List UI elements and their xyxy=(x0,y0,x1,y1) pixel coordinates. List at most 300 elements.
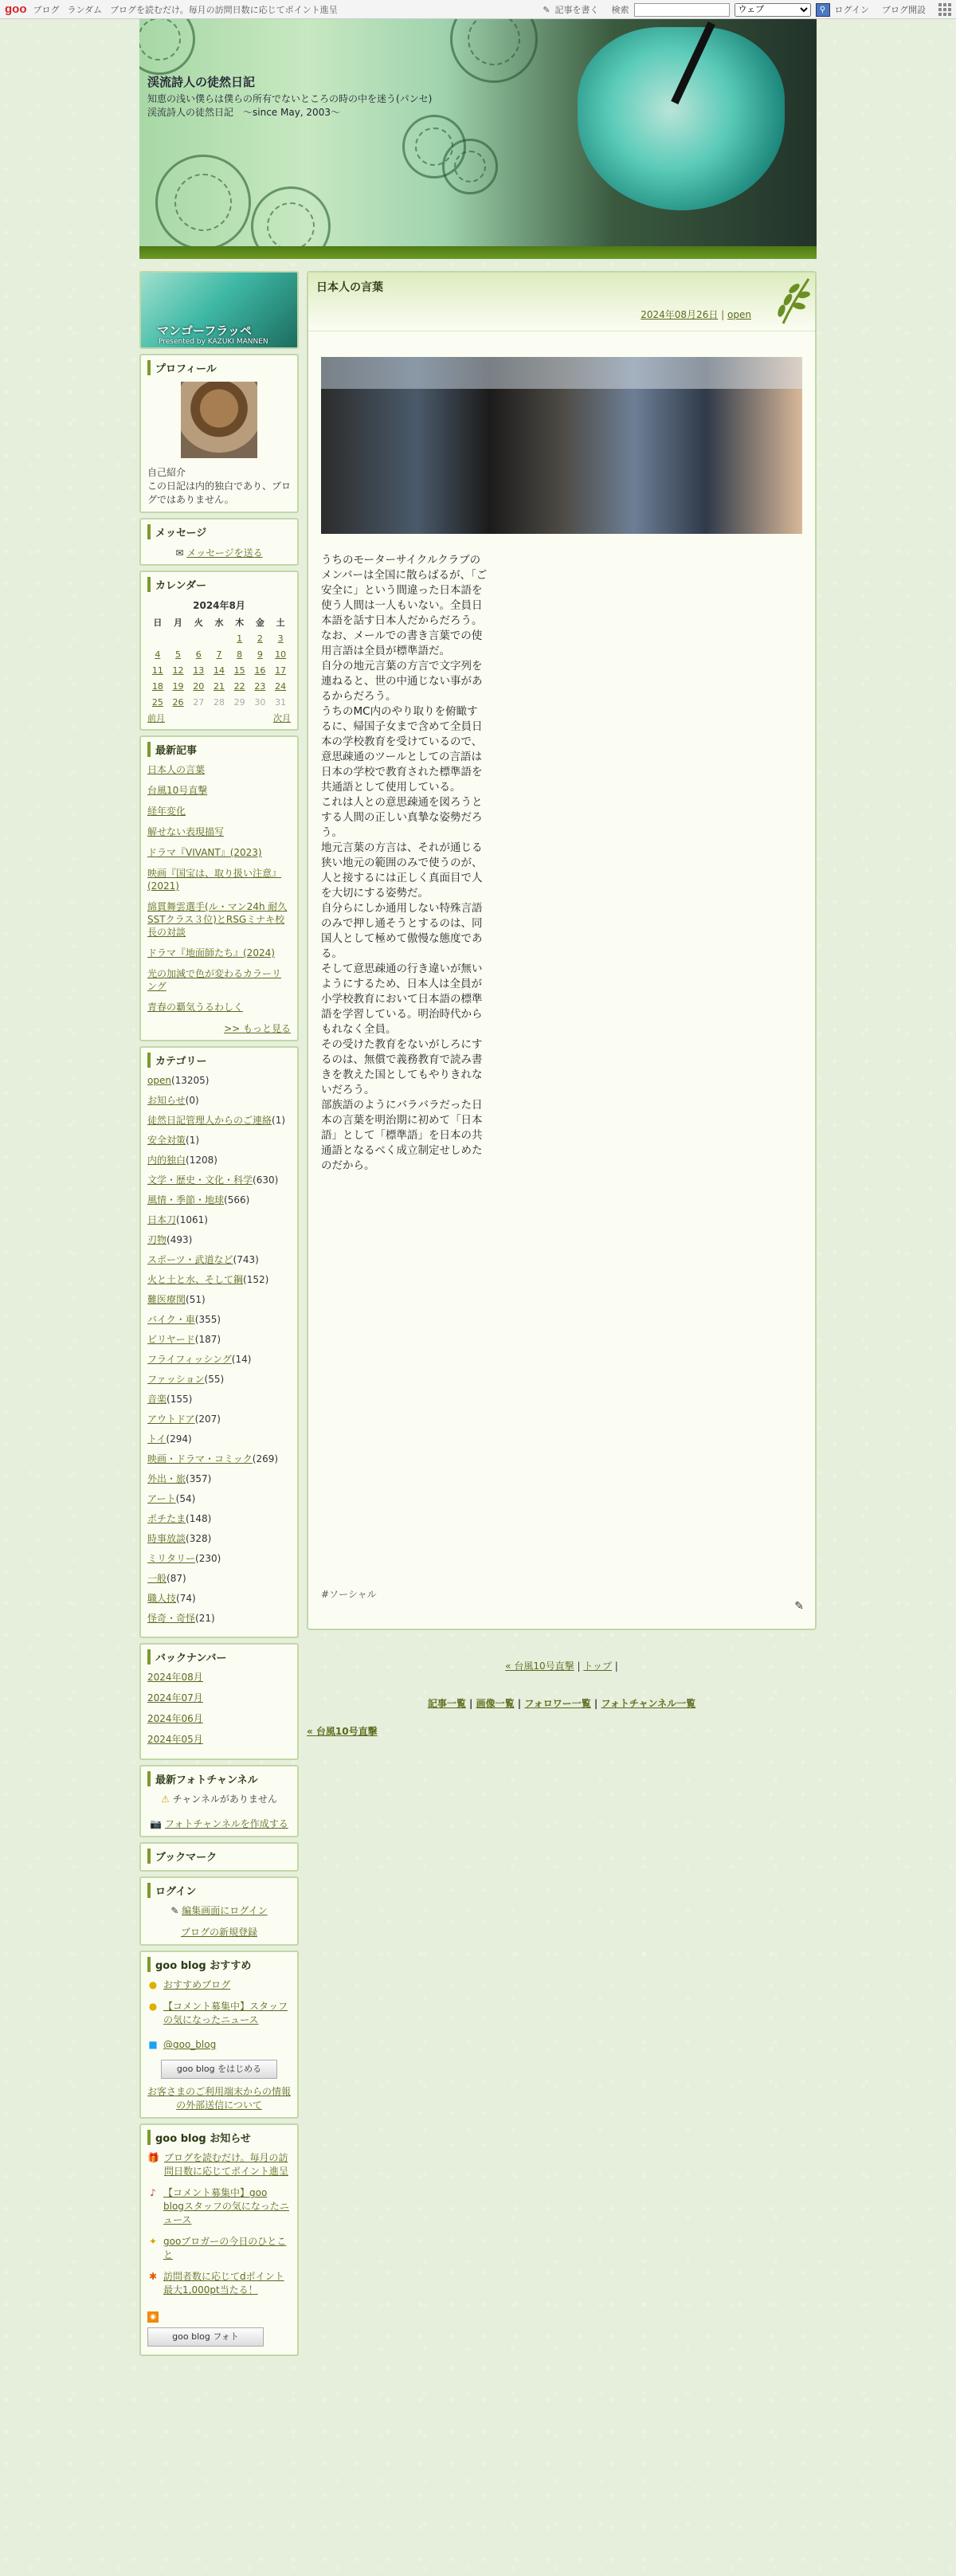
calendar-day[interactable] xyxy=(229,678,250,694)
category-count: (14) xyxy=(231,1354,252,1365)
news-link[interactable]: gooブロガーの今日のひとこと xyxy=(163,2236,287,2260)
calendar-day: 29 xyxy=(233,696,245,708)
image-list-link[interactable]: 画像一覧 xyxy=(476,1698,515,1709)
category-count: (1) xyxy=(186,1135,200,1146)
calendar-day[interactable] xyxy=(188,646,209,662)
list-item xyxy=(147,846,291,859)
category-link[interactable]: 日本刀 xyxy=(147,1214,177,1225)
category-link[interactable]: 文学・歴史・文化・科学 xyxy=(147,1174,253,1186)
calendar-day: 30 xyxy=(254,696,266,708)
calendar-day[interactable] xyxy=(209,646,229,662)
category-link[interactable]: 安全対策 xyxy=(147,1135,186,1146)
calendar-day[interactable] xyxy=(188,662,209,678)
list-item xyxy=(147,1353,291,1366)
gift-icon: 🎁 xyxy=(147,2152,159,2163)
blog-title[interactable]: 渓流詩人の徒然日記 xyxy=(147,75,256,89)
category-list xyxy=(147,1074,291,1625)
flower-ornament xyxy=(155,155,251,246)
more-link[interactable]: >> もっと見る xyxy=(224,1023,291,1034)
top-toolbar xyxy=(0,0,956,19)
login-card xyxy=(139,1876,299,1946)
list-item xyxy=(147,1253,291,1266)
category-count: (294) xyxy=(166,1433,192,1445)
edit-login-link[interactable]: 編集画面にログイン xyxy=(182,1905,268,1916)
calendar-day-link[interactable]: 25 xyxy=(151,696,163,708)
calendar-day-link[interactable]: 7 xyxy=(216,649,222,660)
backnumber-card xyxy=(139,1643,299,1760)
photochannel-card xyxy=(139,1765,299,1837)
main-content xyxy=(307,271,817,1737)
leaf-icon xyxy=(759,274,813,328)
calendar-month: 2024年8月 xyxy=(193,600,245,611)
backnumber-link[interactable]: 2024年05月 xyxy=(147,1734,203,1745)
message-card xyxy=(139,518,299,566)
recent-article-link[interactable]: ドラマ『地面師たち』(2024) xyxy=(147,947,275,959)
list-item xyxy=(147,1433,291,1445)
calendar-day-link[interactable]: 16 xyxy=(254,665,266,676)
category-link[interactable]: お知らせ xyxy=(147,1095,186,1106)
entry-paragraph: その受けた教育をないがしろにするのは、無償で義務教育で読み書きを教えた国としてもやりきれないだろう。 xyxy=(321,1038,483,1096)
list-item xyxy=(147,825,291,838)
calendar-day xyxy=(188,630,209,646)
category-count: (566) xyxy=(224,1194,250,1206)
recent-article-link[interactable]: 解せない表現描写 xyxy=(147,826,225,837)
category-link[interactable]: 刃物 xyxy=(147,1234,167,1245)
list-item xyxy=(147,967,291,993)
bulb-icon: ● xyxy=(148,2001,158,2012)
calendar-day[interactable] xyxy=(250,662,271,678)
calendar-day-link[interactable]: 20 xyxy=(193,680,205,692)
recent-article-link[interactable]: 青春の覇気うるわしく xyxy=(147,1002,244,1013)
calendar-day-link[interactable]: 12 xyxy=(172,665,184,676)
entry-title[interactable]: 日本人の言葉 xyxy=(316,281,383,294)
banner-text: マンゴーフラッペ xyxy=(157,323,252,338)
category-link[interactable]: アート xyxy=(147,1493,176,1504)
profile-intro-label: 自己紹介 xyxy=(147,467,186,478)
photochannel-list-link[interactable]: フォトチャンネル一覧 xyxy=(601,1698,696,1709)
list-item xyxy=(147,1612,291,1625)
category-count: (13205) xyxy=(170,1075,210,1086)
blog-header xyxy=(139,19,817,246)
category-link[interactable]: アウトドア xyxy=(147,1413,195,1425)
category-link[interactable]: トイ xyxy=(147,1433,167,1445)
category-count: (0) xyxy=(185,1095,199,1106)
list-item xyxy=(147,1712,291,1725)
category-link[interactable]: フライフィッシング xyxy=(147,1354,232,1365)
sparkle-icon: ✦ xyxy=(148,2236,158,2247)
category-link[interactable]: 映画・ドラマ・コミック xyxy=(147,1453,253,1464)
write-article-link[interactable]: 記事を書く xyxy=(554,5,599,15)
search-button[interactable] xyxy=(816,3,830,17)
category-count: (743) xyxy=(233,1254,259,1265)
category-count: (493) xyxy=(167,1234,193,1245)
flower-ornament xyxy=(450,19,538,83)
list-item xyxy=(147,1174,291,1186)
warning-icon: ⚠ xyxy=(161,1794,170,1805)
blog-description: 知恵の浅い僕らは僕らの所有でないところの時の中を迷う(パンセ) 渓流詩人の徒然日記 ～since May, 2003～ xyxy=(147,93,442,118)
calendar-day-link[interactable]: 24 xyxy=(275,680,287,692)
category-link[interactable]: 音楽 xyxy=(147,1394,167,1405)
list-item xyxy=(147,1572,291,1585)
message-title: メッセージ xyxy=(147,524,291,539)
external-info-link[interactable]: お客さまのご利用端末からの情報の外部送信について xyxy=(147,2086,292,2111)
calendar-day[interactable] xyxy=(188,678,209,694)
calendar-day-header: 木 xyxy=(235,618,245,628)
backnumber-title: バックナンバー xyxy=(147,1649,291,1664)
calendar-title: カレンダー xyxy=(147,577,291,592)
news-link[interactable]: 【コメント募集中】goo blogスタッフの気になったニュース xyxy=(163,2187,289,2225)
entry-paragraph: 自分の地元言葉の方言で文字列を連ねると、世の中通じない事があるからだろう。 xyxy=(321,660,483,703)
entry-category[interactable]: open xyxy=(727,309,751,320)
category-count: (269) xyxy=(252,1453,279,1464)
recommend-link[interactable]: 【コメント募集中】スタッフの気になったニュース xyxy=(163,2001,288,2025)
recent-article-link[interactable]: 経年変化 xyxy=(147,806,186,817)
list-item xyxy=(147,1273,291,1286)
calendar-day-link[interactable]: 13 xyxy=(193,665,205,676)
register-link[interactable]: ブログの新規登録 xyxy=(180,1927,257,1938)
list-item xyxy=(147,1532,291,1545)
envelope-icon: ✉ xyxy=(175,547,184,559)
calendar-day[interactable] xyxy=(270,646,291,662)
list-item xyxy=(147,1094,291,1107)
list-item xyxy=(147,1692,291,1704)
backnumber-link[interactable]: 2024年07月 xyxy=(147,1692,203,1704)
news-title: goo blog お知らせ xyxy=(147,2130,291,2145)
calendar-day-link[interactable]: 14 xyxy=(213,665,225,676)
calendar-day[interactable] xyxy=(168,646,189,662)
no-channel-text: チャンネルがありません xyxy=(172,1794,277,1805)
calendar-day[interactable] xyxy=(168,694,189,710)
calendar-day-link[interactable]: 1 xyxy=(237,633,243,644)
banner-sub: Presented by KAZUKI MANNEN xyxy=(159,338,268,346)
calendar-day[interactable] xyxy=(147,694,168,710)
recent-article-link[interactable]: ドラマ『VIVANT』(2023) xyxy=(147,847,262,858)
entry-photo[interactable] xyxy=(321,357,802,534)
list-item xyxy=(147,1194,291,1206)
calendar-day[interactable] xyxy=(168,678,189,694)
backnumber-list xyxy=(147,1671,291,1746)
calendar-day[interactable] xyxy=(209,678,229,694)
entry-date[interactable]: 2024年08月26日 xyxy=(641,309,719,320)
category-count: (152) xyxy=(243,1274,269,1285)
category-count: (87) xyxy=(167,1573,186,1584)
recent-article-link[interactable]: 映画『国宝は、取り扱い注意』(2021) xyxy=(147,868,282,892)
category-link[interactable]: ミリタリー xyxy=(147,1553,196,1564)
calendar-day-link[interactable]: 17 xyxy=(275,665,287,676)
category-count: (155) xyxy=(167,1394,193,1405)
search-scope-select[interactable] xyxy=(735,3,811,17)
twitter-link[interactable]: @goo_blog xyxy=(163,2039,217,2050)
calendar-day: 31 xyxy=(275,696,287,708)
list-item xyxy=(147,1472,291,1485)
calendar-table xyxy=(147,614,291,710)
article-list-link[interactable]: 記事一覧 xyxy=(427,1698,466,1709)
send-message-link[interactable]: メッセージを送る xyxy=(186,547,263,559)
list-item xyxy=(147,1733,291,1746)
calendar-day: 28 xyxy=(213,696,225,708)
category-count: (355) xyxy=(194,1314,221,1325)
calendar-day-link[interactable]: 26 xyxy=(172,696,184,708)
category-count: (1208) xyxy=(186,1155,217,1166)
sidebar-banner xyxy=(139,271,299,349)
category-link[interactable]: ビリヤード xyxy=(147,1334,195,1345)
backnumber-link[interactable]: 2024年08月 xyxy=(147,1672,203,1683)
calendar-day xyxy=(147,630,168,646)
flower-ornament xyxy=(442,139,498,194)
list-item xyxy=(147,784,291,797)
list-item xyxy=(147,1333,291,1346)
news-card xyxy=(139,2123,299,2356)
category-count: (51) xyxy=(186,1294,206,1305)
entry-paragraph: そして意思疎通の行き違いが無いようにするため、日本人は全員が小学校教育において日本語の標準語を学習している。明治時代からもれなく全員。 xyxy=(321,963,483,1036)
calendar-day: 27 xyxy=(193,696,205,708)
entry-tag[interactable]: #ソーシャル xyxy=(321,1589,377,1600)
calendar-prev-link[interactable]: 前月 xyxy=(147,713,165,723)
camera-icon: 📷 xyxy=(150,1818,163,1829)
calendar-day-link[interactable]: 8 xyxy=(237,649,243,660)
calendar-day[interactable] xyxy=(250,678,271,694)
entry-body xyxy=(321,553,488,1174)
list-item xyxy=(147,1001,291,1014)
entry-paragraph: これは人との意思疎通を図ろうとする人間の正しい真摯な姿勢だろう。 xyxy=(321,796,483,839)
calendar-day-link[interactable]: 11 xyxy=(151,665,163,676)
recent-article-link[interactable]: 光の加減で色が変わるカラーリング xyxy=(147,968,282,992)
topbar-link-blog[interactable]: ブログ xyxy=(33,4,60,15)
calendar-day-link[interactable]: 5 xyxy=(175,649,182,660)
profile-intro-text: この日記は内的独白であり、ブログではありません。 xyxy=(147,480,292,505)
profile-card xyxy=(139,354,299,513)
calendar-day-link[interactable]: 19 xyxy=(172,680,184,692)
calendar-day[interactable] xyxy=(229,646,250,662)
photochannel-title: 最新フォトチャンネル xyxy=(147,1771,291,1786)
pager-separator: | xyxy=(577,1660,581,1672)
bookmark-title: ブックマーク xyxy=(147,1849,291,1864)
photo-button[interactable]: goo blog フォト xyxy=(147,2327,264,2347)
category-link[interactable]: ポチたま xyxy=(147,1513,186,1524)
header-bar xyxy=(139,246,817,259)
list-item xyxy=(147,1114,291,1127)
calendar-day xyxy=(168,630,189,646)
category-link[interactable]: バイク・車 xyxy=(147,1314,195,1325)
list-item xyxy=(147,1293,291,1306)
list-item xyxy=(147,1233,291,1246)
category-count: (630) xyxy=(253,1174,279,1186)
entry-paragraph: 部族語のようにバラバラだった日本の言葉を明治期に初めて「日本語」として「標準語」を日本の共通語となるべく成立制定せしめたのだから。 xyxy=(321,1099,483,1172)
calendar-day-header: 月 xyxy=(174,618,183,628)
entry-paragraph: うちのMC内のやり取りを俯瞰するに、帰国子女まで含めて全員日本の学校教育を受けているので、意思疎通のツールとしての言語は日本の学校で教育された標準語を共通語として使用している。 xyxy=(321,705,483,794)
recommend-card xyxy=(139,1951,299,2119)
category-link[interactable]: 難医療関 xyxy=(147,1294,186,1305)
category-count: (21) xyxy=(195,1613,215,1624)
login-title: ログイン xyxy=(147,1883,291,1898)
category-link[interactable]: open xyxy=(147,1075,171,1086)
recent-article-link[interactable]: 綿貫舞雲選手(ル・マン24h 耐久SSTクラス３位)とRSGミナキ校長の対談 xyxy=(147,901,288,938)
list-item xyxy=(147,947,291,959)
recent-list xyxy=(147,763,291,1014)
profile-title: プロフィール xyxy=(147,360,291,375)
list-item xyxy=(147,1214,291,1226)
category-link[interactable]: 外出・旅 xyxy=(147,1473,186,1484)
search-label: 検索 xyxy=(611,5,629,15)
list-item xyxy=(147,1453,291,1465)
sidebar xyxy=(139,271,299,2361)
goo-logo[interactable]: goo xyxy=(5,2,27,16)
rss-icon[interactable]: ◉ xyxy=(147,2311,159,2323)
recommend-title: goo blog おすすめ xyxy=(147,1957,291,1972)
list-item xyxy=(147,1393,291,1406)
list-item xyxy=(147,1492,291,1505)
category-link[interactable]: 火と土と水、そして鋼 xyxy=(147,1274,244,1285)
category-link[interactable]: 職人技 xyxy=(147,1593,177,1604)
topbar-link-points[interactable]: ブログを読むだけ。毎月の訪問日数に応じてポイント進呈 xyxy=(110,4,338,15)
category-count: (148) xyxy=(186,1513,212,1524)
calendar-day-link[interactable]: 2 xyxy=(257,633,263,644)
edit-pen-icon[interactable]: ✎ xyxy=(794,1600,804,1613)
calendar-day[interactable] xyxy=(250,646,271,662)
open-blog-link[interactable]: ブログ開設 xyxy=(882,5,926,15)
twitter-icon: ■ xyxy=(148,2039,158,2050)
calendar-day[interactable] xyxy=(270,678,291,694)
calendar-day[interactable] xyxy=(229,662,250,678)
search-icon: ⚲ xyxy=(819,5,826,14)
calendar-day[interactable] xyxy=(270,630,291,646)
calendar-day[interactable] xyxy=(147,662,168,678)
calendar-day-link[interactable]: 23 xyxy=(254,680,266,692)
calendar-day[interactable] xyxy=(147,678,168,694)
list-item xyxy=(147,1074,291,1087)
list-item xyxy=(147,1154,291,1166)
category-link[interactable]: 時事放談 xyxy=(147,1533,186,1544)
category-title: カテゴリー xyxy=(147,1053,291,1068)
recommend-link[interactable]: おすすめブログ xyxy=(163,1979,231,1990)
list-item xyxy=(147,1134,291,1147)
category-link[interactable]: 徒然日記管理人からのご連絡 xyxy=(147,1115,272,1126)
calendar-day[interactable] xyxy=(229,630,250,646)
avatar xyxy=(181,382,257,458)
calendar-day[interactable] xyxy=(168,662,189,678)
calendar-day[interactable] xyxy=(209,662,229,678)
category-card xyxy=(139,1046,299,1638)
category-count: (1061) xyxy=(176,1214,208,1225)
recent-article-link[interactable]: 台風10号直撃 xyxy=(147,785,208,796)
recent-article-link[interactable]: 日本人の言葉 xyxy=(147,764,206,775)
news-link[interactable]: 訪問者数に応じてdポイント最大1,000pt当たる！ xyxy=(163,2271,284,2296)
category-count: (328) xyxy=(186,1533,212,1544)
search-input[interactable] xyxy=(634,3,730,17)
calendar-day-link[interactable]: 10 xyxy=(275,649,287,660)
category-count: (357) xyxy=(186,1473,212,1484)
calendar-day-link[interactable]: 22 xyxy=(233,680,245,692)
entry-paragraph: うちのモーターサイクルクラブのメンバーは全国に散らばるが、「ご安全に」という間違った日本語を使う人間は一人もいない。全員日本語を話す日本人だからだろう。 xyxy=(321,554,488,627)
list-item xyxy=(147,1592,291,1605)
category-link[interactable]: スポーツ・武道など xyxy=(147,1254,233,1265)
star-icon: ✱ xyxy=(148,2271,158,2282)
app-grid-icon[interactable] xyxy=(938,3,951,16)
bookmark-card xyxy=(139,1842,299,1872)
calendar-day-header: 金 xyxy=(255,618,264,628)
calendar-day-link[interactable]: 18 xyxy=(151,680,163,692)
music-icon: ♪ xyxy=(150,2187,156,2198)
category-link[interactable]: ファッション xyxy=(147,1374,205,1385)
calendar-day-link[interactable]: 15 xyxy=(233,665,245,676)
calendar-day-link[interactable]: 6 xyxy=(195,649,202,660)
prev-entry-link[interactable]: « 台風10号直撃 xyxy=(505,1660,574,1672)
prev-entry-bottom-link[interactable]: « 台風10号直撃 xyxy=(307,1726,378,1737)
flower-ornament xyxy=(139,19,195,75)
list-item xyxy=(147,1512,291,1525)
entry-header xyxy=(308,272,815,331)
login-link[interactable]: ログイン xyxy=(834,5,869,15)
list-item xyxy=(147,900,291,939)
flower-ornament xyxy=(251,186,331,246)
recent-title: 最新記事 xyxy=(147,742,291,757)
category-count: (1) xyxy=(272,1115,286,1126)
pager: « 台風10号直撃 | トップ | 記事一覧 | 画像一覧 | フォロワー一覧 | フォトチャンネル一覧 « 台風10号直撃 xyxy=(307,1660,696,1737)
pen-icon: ✎ xyxy=(170,1905,179,1916)
category-link[interactable]: 内的独白 xyxy=(147,1155,186,1166)
header-glass-image xyxy=(578,27,785,210)
calendar-day[interactable] xyxy=(250,630,271,646)
calendar-next-link[interactable]: 次月 xyxy=(273,713,291,723)
category-count: (230) xyxy=(195,1553,221,1564)
calendar-day-header: 日 xyxy=(153,618,163,628)
list-item xyxy=(147,805,291,817)
meta-separator: | xyxy=(721,309,725,320)
entry-meta xyxy=(641,308,751,321)
entry xyxy=(307,271,817,1630)
calendar-day[interactable] xyxy=(270,662,291,678)
top-link[interactable]: トップ xyxy=(583,1660,612,1672)
backnumber-link[interactable]: 2024年06月 xyxy=(147,1713,203,1724)
category-link[interactable]: 一般 xyxy=(147,1573,167,1584)
start-blog-button[interactable]: goo blog をはじめる xyxy=(161,2060,277,2079)
list-item xyxy=(147,1671,291,1684)
news-link[interactable]: ブログを読むだけ。毎月の訪問日数に応じてポイント進呈 xyxy=(163,2152,288,2177)
category-count: (187) xyxy=(194,1334,221,1345)
category-link[interactable]: 風情・季節・地球 xyxy=(147,1194,225,1206)
entry-paragraph: なお、メールでの書き言葉での使用言語は全員が標準語だ。 xyxy=(321,629,483,657)
list-item xyxy=(147,1373,291,1386)
list-item xyxy=(147,1413,291,1425)
calendar-day-link[interactable]: 3 xyxy=(277,633,284,644)
bulb-icon: ● xyxy=(148,1979,158,1990)
list-item xyxy=(147,867,291,892)
topbar-link-random[interactable]: ランダム xyxy=(67,4,103,15)
recent-card xyxy=(139,735,299,1041)
calendar-day-link[interactable]: 4 xyxy=(155,649,161,660)
calendar-day xyxy=(209,630,229,646)
list-item xyxy=(147,1552,291,1565)
pencil-icon: ✎ xyxy=(543,4,550,15)
category-count: (207) xyxy=(194,1413,221,1425)
calendar-card xyxy=(139,570,299,731)
list-item xyxy=(147,1313,291,1326)
calendar-day-link[interactable]: 9 xyxy=(257,649,263,660)
entry-paragraph: 自分らにしか通用しない特殊言語のみで押し通そうとするのは、同国人として極めて傲慢な態度である。 xyxy=(321,902,483,960)
category-count: (74) xyxy=(176,1593,196,1604)
list-item xyxy=(147,763,291,776)
pager-separator: | xyxy=(614,1660,618,1672)
entry-paragraph: 地元言葉の方言は、それが通じる狭い地元の範囲のみで使うのが、人と接するには正しく真面目で人を大切にする姿勢だ。 xyxy=(321,841,483,900)
create-photochannel-link[interactable]: フォトチャンネルを作成する xyxy=(165,1818,288,1829)
follower-list-link[interactable]: フォロワー一覧 xyxy=(524,1698,591,1709)
calendar-day-header: 水 xyxy=(214,618,224,628)
calendar-day-link[interactable]: 21 xyxy=(213,680,225,692)
calendar-day-header: 土 xyxy=(276,618,285,628)
category-link[interactable]: 怪奇・奇怪 xyxy=(147,1613,196,1624)
calendar-day[interactable] xyxy=(147,646,168,662)
category-count: (55) xyxy=(204,1374,225,1385)
